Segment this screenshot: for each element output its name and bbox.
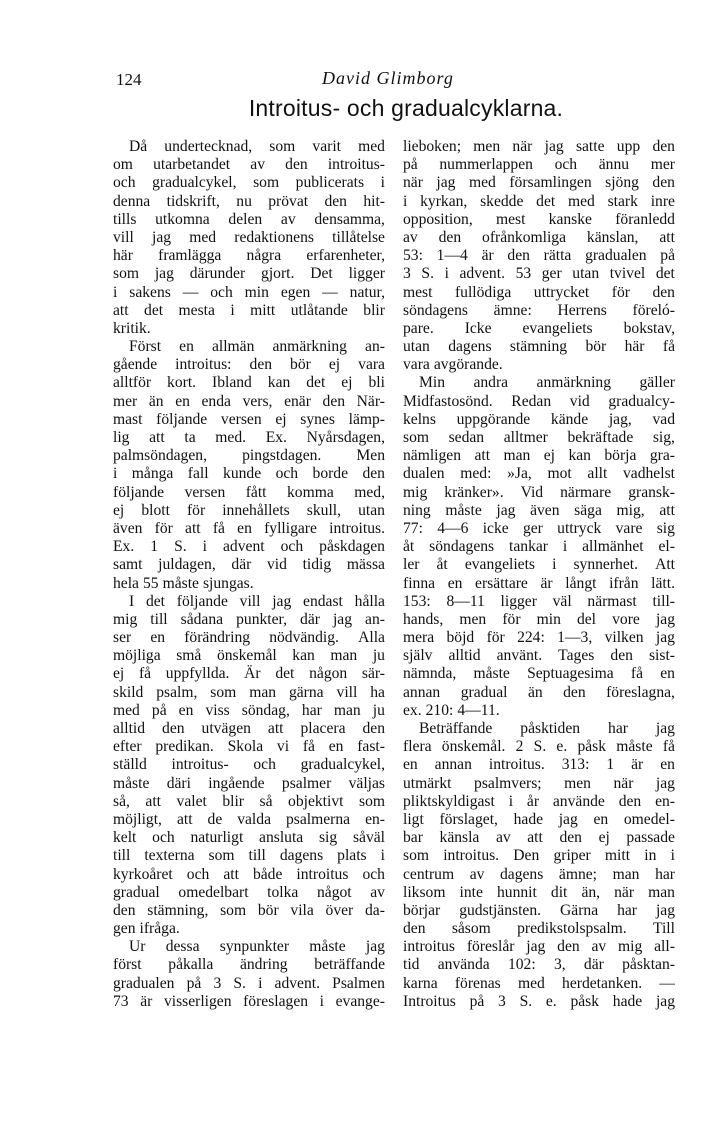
text-line: tills utkomna delen av densamma,: [113, 210, 385, 228]
text-line: 3 S. i advent. 53 ger utan tvivel det: [403, 265, 675, 283]
text-line: gradualen på 3 S. i advent. Psalmen: [113, 974, 385, 992]
text-line: mig kränker». Vid närmare gransk-: [403, 483, 675, 501]
text-line: utmärkt psalmvers; men när jag: [403, 774, 675, 792]
running-head: David Glimborg: [322, 68, 454, 88]
text-line: nämligen att man ej kan börja gra-: [403, 447, 675, 465]
text-line: pliktskyldigast i år använde den en-: [403, 792, 675, 810]
text-line: annan gradual än den föreslagna,: [403, 683, 675, 701]
text-line: introitus föreslår jag den av mig all-: [403, 938, 675, 956]
text-line: opposition, mest kanske föranledd: [403, 210, 675, 228]
text-line: i många fall kunde och borde den: [113, 465, 385, 483]
text-line: här framlägga några erfarenheter,: [113, 247, 385, 265]
text-line: med på en viss söndag, har man ju: [113, 701, 385, 719]
text-line: mig till sådana punkter, där jag an-: [113, 610, 385, 628]
text-line: pare. Icke evangeliets bokstav,: [403, 319, 675, 337]
text-line: kelns uppgörande kände jag, vad: [403, 410, 675, 428]
text-line: Introitus på 3 S. e. påsk hade jag: [403, 992, 675, 1010]
text-line: centrum av dagens ämne; man har: [403, 865, 675, 883]
text-line: ex. 210: 4—11.: [403, 701, 500, 719]
text-line: kyrkoåret och att både introitus och: [113, 865, 385, 883]
text-line: på nummerlappen och ännu mer: [403, 156, 675, 174]
text-line: samt juldagen, där vid tidig mässa: [113, 556, 385, 574]
text-line: gen ifråga.: [113, 920, 180, 938]
text-line: börjar gudstjänsten. Gärna har jag: [403, 901, 675, 919]
text-line: som introitus. Den griper mitt in i: [403, 847, 675, 865]
text-line: alltför kort. Ibland kan det ej bli: [113, 374, 385, 392]
text-line: till texterna som till dagens plats i: [113, 847, 385, 865]
text-line: denna tidskrift, nu prövat den hit-: [113, 192, 385, 210]
text-line: följande versen fått komma med,: [113, 483, 385, 501]
text-line: skild psalm, som man gärna vill ha: [113, 683, 385, 701]
page-number: 124: [116, 70, 142, 89]
text-line: även för att få en fylligare introitus.: [113, 519, 385, 537]
text-line: hands, men för min del vore jag: [403, 610, 675, 628]
text-line: mer än en enda vers, enär den När-: [113, 392, 385, 410]
text-line: I det följande vill jag endast hålla: [129, 592, 385, 610]
text-line: Ex. 1 S. i advent och påskdagen: [113, 538, 385, 556]
text-line: när jag med församlingen sjöng den: [403, 174, 675, 192]
text-line: att det mesta i mitt utlåtande blir: [113, 301, 385, 319]
text-line: vara avgörande.: [403, 356, 503, 374]
text-line: Då undertecknad, som varit med: [129, 138, 385, 155]
text-line: alltid den utvägen att placera den: [113, 720, 385, 737]
text-line: möjligt, att de valda psalmerna en-: [113, 810, 385, 828]
text-line: gradual omedelbart tolka något av: [113, 883, 385, 901]
text-line: mast följande versen ej synes lämp-: [113, 410, 385, 428]
text-line: åt söndagens tankar i allmänhet el-: [403, 538, 675, 556]
right-column: [403, 138, 675, 1011]
text-line: Ur dessa synpunkter måste jag: [129, 938, 385, 956]
text-line: bar känsla av att den ej passade: [403, 829, 675, 847]
text-line: nämnda, måste Septuagesima få en: [403, 665, 675, 683]
text-line: flera önskemål. 2 S. e. påsk måste få: [403, 738, 675, 756]
text-line: ej få uppfyllda. Är det någon sär-: [113, 665, 385, 683]
text-line: 153: 8—11 ligger väl närmast till-: [403, 592, 675, 610]
text-line: dualen med: »Ja, mot allt vadhelst: [403, 465, 675, 483]
text-line: ser en förändring nödvändig. Alla: [113, 629, 385, 647]
text-line: vill jag med redaktionens tillåtelse: [113, 228, 385, 246]
text-line: om utarbetandet av den introitus-: [113, 156, 385, 174]
text-line: som jag därunder gjort. Det ligger: [113, 265, 385, 283]
text-line: liksom inte hunnit dit än, när man: [403, 883, 675, 901]
text-line: söndagens ämne: Herrens föreló-: [403, 301, 675, 319]
text-line: kelt och naturligt ansluta sig såväl: [113, 829, 385, 847]
text-line: hela 55 måste sjungas.: [113, 574, 254, 592]
text-line: efter predikan. Skola vi få en fast-: [113, 738, 385, 756]
text-line: ning måste jag även säga mig, att: [403, 501, 675, 519]
left-column: [113, 138, 385, 1011]
text-line: Midfastosönd. Redan vid gradualcy-: [403, 392, 675, 410]
text-line: i sakens — och min egen — natur,: [113, 283, 385, 301]
text-line: måste däri ingående psalmer väljas: [113, 774, 385, 792]
article-title: Introitus- och gradualcyklarna.: [248, 95, 564, 121]
text-line: ej blott för innehållets skull, utan: [113, 501, 385, 519]
text-line: själv alltid använt. Tages den sist-: [403, 647, 675, 665]
text-line: palmsöndagen, pingstdagen. Men: [113, 447, 385, 465]
text-line: Min andra anmärkning gäller: [419, 374, 675, 392]
text-line: kritik.: [113, 319, 151, 337]
text-line: som sedan alltmer bekräftade sig,: [403, 429, 675, 446]
text-line: Först en allmän anmärkning an-: [129, 338, 385, 356]
text-line: karna förenas med herdetanken. —: [403, 974, 675, 992]
text-line: en annan introitus. 313: 1 är en: [403, 756, 675, 774]
text-line: ler åt evangeliets i synnerhet. Att: [403, 556, 675, 574]
text-line: ställd introitus- och gradualcykel,: [113, 756, 385, 774]
text-line: 73 är visserligen föreslagen i evange-: [113, 992, 385, 1010]
text-line: först påkalla ändring beträffande: [113, 956, 385, 974]
text-line: Beträffande påsktiden har jag: [419, 720, 675, 737]
text-line: utan dagens stämning bör här få: [403, 338, 675, 356]
text-line: så, att valet blir så objektivt som: [113, 792, 385, 810]
text-line: mest fullödiga uttrycket för den: [403, 283, 675, 301]
text-line: 53: 1—4 är den rätta gradualen på: [403, 247, 675, 265]
text-line: lig att ta med. Ex. Nyårsdagen,: [113, 429, 385, 446]
text-line: lieboken; men när jag satte upp den: [403, 138, 675, 155]
text-line: av den ofrånkomliga känslan, att: [403, 228, 675, 246]
text-line: den stämning, som bör vila över da-: [113, 901, 385, 919]
text-line: gående introitus: den bör ej vara: [113, 356, 385, 374]
text-line: möjliga små önskemål kan man ju: [113, 647, 385, 665]
text-line: i kyrkan, skedde det med stark inre: [403, 192, 675, 210]
text-line: 77: 4—6 icke ger uttryck vare sig: [403, 519, 675, 537]
text-line: ligt förslaget, hade jag en omedel-: [403, 810, 675, 828]
text-line: och gradualcykel, som publicerats i: [113, 174, 385, 192]
text-line: den såsom predikstolspsalm. Till: [403, 920, 675, 938]
text-line: tid använda 102: 3, där påsktan-: [403, 956, 675, 974]
text-line: finna en ersättare är långt ifrån lätt.: [403, 574, 675, 592]
text-line: mera böjd för 224: 1—3, vilken jag: [403, 629, 675, 647]
